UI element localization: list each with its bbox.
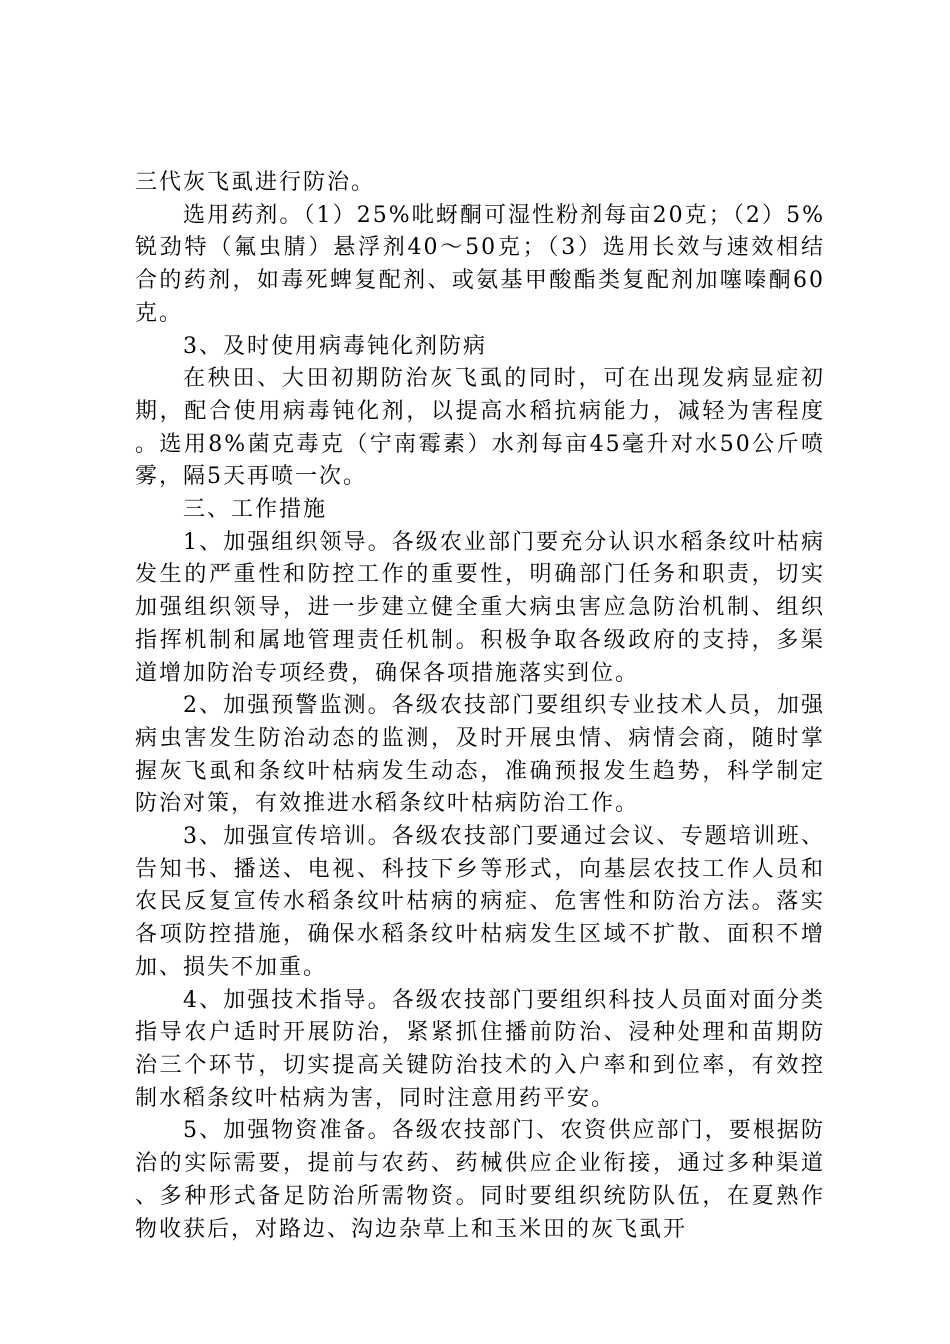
section-heading: 三、工作措施 (183, 497, 328, 523)
paragraph: 3、加强宣传培训。各级农技部门要通过会议、专题培训班、告知书、播送、电视、科技下乡等形式，向基层农技工作人员和农民反复宣传水稻条纹叶枯病的病症、危害性和防治方法。落实各项防控措施，确保水稻条纹叶枯病发生区域不扩散、面积不增加、损失不加重。 (135, 824, 825, 980)
paragraph: 选用药剂。（1）25%吡蚜酮可湿性粉剂每亩20克；（2）5%锐劲特（氟虫腈）悬浮剂40～50克；（3）选用长效与速效相结合的药剂，如毒死蜱复配剂、或氨基甲酸酯类复配剂加噻嗪酮60克。 (135, 202, 825, 326)
paragraph: 在秧田、大田初期防治灰飞虱的同时，可在出现发病显症初期，配合使用病毒钝化剂，以提高水稻抗病能力，减轻为害程度。选用8%菌克毒克（宁南霉素）水剂每亩45毫升对水50公斤喷雾，隔5天再喷一次。 (135, 366, 825, 490)
section-heading: 3、及时使用病毒钝化剂防病 (183, 333, 487, 359)
paragraph: 2、加强预警监测。各级农技部门要组织专业技术人员，加强病虫害发生防治动态的监测，及时开展虫情、病情会商，随时掌握灰飞虱和条纹叶枯病发生动态，准确预报发生趋势，科学制定防治对策，有效推进水稻条纹叶枯病防治工作。 (135, 693, 825, 817)
paragraph: 4、加强技术指导。各级农技部门要组织科技人员面对面分类指导农户适时开展防治，紧紧抓住播前防治、浸种处理和苗期防治三个环节，切实提高关键防治技术的入户率和到位率，有效控制水稻条纹叶枯病为害，同时注意用药平安。 (135, 987, 825, 1111)
paragraph: 1、加强组织领导。各级农业部门要充分认识水稻条纹叶枯病发生的严重性和防控工作的重要性，明确部门任务和职责，切实加强组织领导，进一步建立健全重大病虫害应急防治机制、组织指挥机制和属地管理责任机制。积极争取各级政府的支持，多渠道增加防治专项经费，确保各项措施落实到位。 (135, 529, 825, 686)
paragraph: 三代灰飞虱进行防治。 (135, 170, 376, 195)
document-body (135, 167, 825, 1246)
paragraph: 5、加强物资准备。各级农技部门、农资供应部门，要根据防治的实际需要，提前与农药、药械供应企业衔接，通过多种渠道、多种形式备足防治所需物资。同时要组织统防队伍，在夏熟作物收获后，对路边、沟边杂草上和玉米田的灰飞虱开 (135, 1118, 825, 1242)
